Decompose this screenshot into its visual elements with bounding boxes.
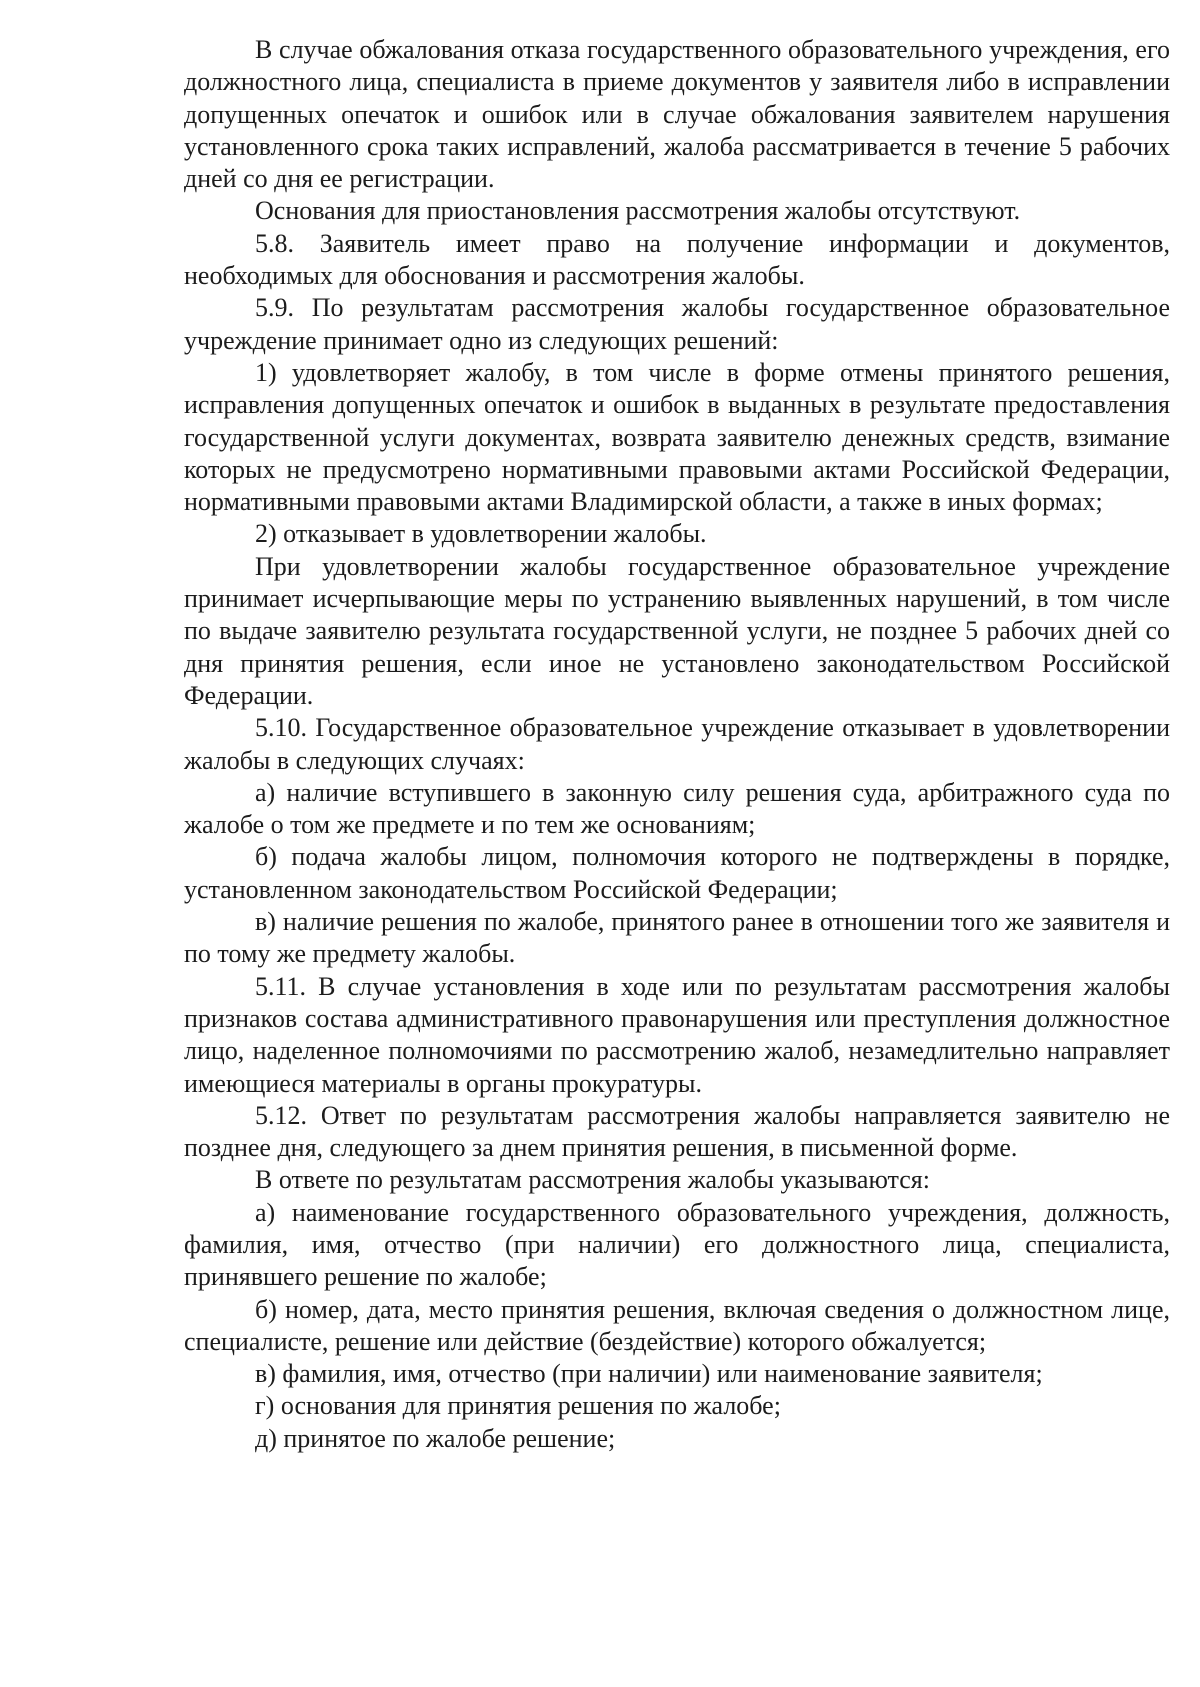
- list-item-answer-v: в) фамилия, имя, отчество (при наличии) или наименование заявителя;: [255, 1359, 1043, 1389]
- paragraph-5-12: 5.12. Ответ по результатам рассмотрения жалобы направляется заявителю не позднее дня, следующего за днем принятия решения, в письменной форме.: [184, 1100, 1170, 1163]
- list-item-5-10-v: в) наличие решения по жалобе, принятого ранее в отношении того же заявителя и по тому же предмету жалобы.: [184, 907, 1170, 969]
- paragraph-5-8: 5.8. Заявитель имеет право на получение информации и документов, необходимых для обоснования и рассмотрения жалобы.: [184, 228, 1170, 291]
- list-item-answer-a: а) наименование государственного образовательного учреждения, должность, фамилия, имя, отчество (при наличии) его должностного лица, специалиста, принявшего решение по жалобе;: [184, 1197, 1170, 1292]
- list-item-5-9-1: 1) удовлетворяет жалобу, в том числе в форме отмены принятого решения, исправления допущенных опечаток и ошибок в выданных в результате предоставления государственной услуги документах, возврата заявителю денежных средств, взимание которых не предусмотрено нормативными правовыми актами Российской Федерации, нормативными правовыми актами Владимирской области, а также в иных формах;: [184, 357, 1170, 517]
- list-item-answer-d: д) принятое по жалобе решение;: [255, 1423, 616, 1453]
- list-item-5-10-b: б) подача жалобы лицом, полномочия которого не подтверждены в порядке, установленном законодательством Российской Федерации;: [184, 842, 1170, 904]
- document-body: [184, 34, 1170, 1455]
- paragraph-satisfaction-measures: При удовлетворении жалобы государственное образовательное учреждение принимает исчерпывающие меры по устранению выявленных нарушений, в том числе по выдаче заявителю результата государственной услуги, не позднее 5 рабочих дней со дня принятия решения, если иное не установлено законодательством Российской Федерации.: [184, 551, 1170, 710]
- paragraph-no-suspension-grounds: Основания для приостановления рассмотрения жалобы отсутствуют.: [255, 196, 1021, 226]
- paragraph-5-9: 5.9. По результатам рассмотрения жалобы государственное образовательное учреждение принимает одно из следующих решений:: [184, 293, 1170, 355]
- list-item-5-10-a: а) наличие вступившего в законную силу решения суда, арбитражного суда по жалобе о том же предмете и по тем же основаниям;: [184, 777, 1170, 840]
- list-item-5-9-2: 2) отказывает в удовлетворении жалобы.: [255, 519, 707, 549]
- list-item-answer-b: б) номер, дата, место принятия решения, включая сведения о должностном лице, специалисте, решение или действие (бездействие) которого обжалуется;: [184, 1294, 1170, 1356]
- paragraph-5-10: 5.10. Государственное образовательное учреждение отказывает в удовлетворении жалобы в следующих случаях:: [184, 713, 1170, 775]
- paragraph-5-11: 5.11. В случае установления в ходе или по результатам рассмотрения жалобы признаков состава административного правонарушения или преступления должностное лицо, наделенное полномочиями по рассмотрению жалоб, незамедлительно направляет имеющиеся материалы в органы прокуратуры.: [184, 971, 1170, 1098]
- list-item-answer-g: г) основания для принятия решения по жалобе;: [255, 1391, 781, 1421]
- paragraph-answer-contents: В ответе по результатам рассмотрения жалобы указываются:: [255, 1165, 930, 1195]
- paragraph-complaint-refusal-review: В случае обжалования отказа государственного образовательного учреждения, его должностного лица, специалиста в приеме документов у заявителя либо в исправлении допущенных опечаток и ошибок или в случае обжалования заявителем нарушения установленного срока таких исправлений, жалоба рассматривается в течение 5 рабочих дней со дня ее регистрации.: [184, 35, 1170, 194]
